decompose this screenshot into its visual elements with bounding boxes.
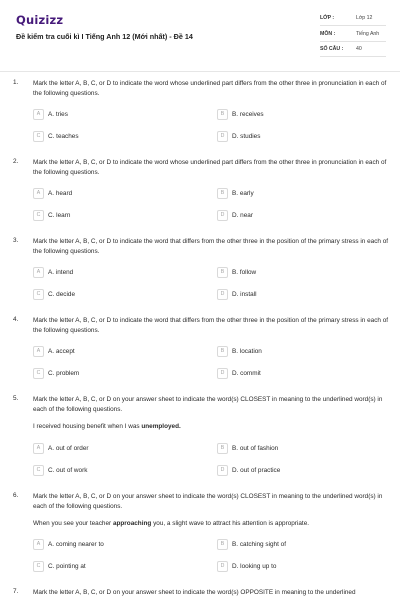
question-text: Mark the letter A, B, C, or D on your answer sheet to indicate the word(s) CLOSEST in meaning to the underlined word(s) in each of the following questions. <box>33 396 383 413</box>
option-letter-box: D <box>217 465 228 476</box>
underlined-word: unemployed. <box>141 423 181 430</box>
question-number: 3. <box>13 237 19 244</box>
option-letter-box: D <box>217 561 228 572</box>
option-letter-box: C <box>33 131 44 142</box>
option-text: A. coming nearer to <box>48 541 104 548</box>
option-letter-box: B <box>217 346 228 357</box>
underlined-word: approaching <box>112 520 152 527</box>
sentence-text: I received housing benefit when I was <box>33 423 142 430</box>
option-text: C. pointing at <box>48 563 86 570</box>
option-text: A. tries <box>48 111 68 118</box>
meta-class-row <box>320 13 386 26</box>
option-letter-box: B <box>217 109 228 120</box>
option-text: C. out of work <box>48 467 88 474</box>
option-text: B. catching sight of <box>232 541 286 548</box>
document-title: Đề kiểm tra cuối kì I Tiếng Anh 12 (Mới nhất) - Đề 14 <box>16 32 193 41</box>
option-text: B. early <box>232 190 254 197</box>
option-text: D. studies <box>232 133 261 140</box>
option-letter-box: B <box>217 267 228 278</box>
quizizz-logo: Quizizz <box>16 13 64 27</box>
option-text: C. learn <box>48 212 71 219</box>
option-text: D. looking up to <box>232 563 277 570</box>
meta-subject-key: MÔN : <box>320 31 336 37</box>
meta-subject-row <box>320 29 386 42</box>
question-number: 7. <box>13 588 19 595</box>
meta-subject-value: Tiếng Anh <box>356 31 380 37</box>
option-letter-box: D <box>217 131 228 142</box>
option-letter-box: C <box>33 561 44 572</box>
option-letter-box: A <box>33 443 44 454</box>
sentence-text: When you see your teacher <box>33 520 113 527</box>
option-letter-box: C <box>33 465 44 476</box>
question-text: Mark the letter A, B, C, or D on your answer sheet to indicate the word(s) CLOSEST in meaning to the underlined word(s) in each of the following questions. <box>33 493 383 510</box>
option-text: B. location <box>232 348 262 355</box>
option-text: C. problem <box>48 370 80 377</box>
meta-count-row <box>320 44 386 57</box>
question-text: Mark the letter A, B, C, or D to indicate the word that differs from the other three in the position of the primary stress in each of the following questions. <box>33 238 389 255</box>
option-letter-box: D <box>217 210 228 221</box>
option-text: B. receives <box>232 111 264 118</box>
question-text: Mark the letter A, B, C, or D to indicate the word whose underlined part differs from the other three in pronunciation in each of the following questions. <box>33 159 387 176</box>
option-letter-box: D <box>217 289 228 300</box>
option-letter-box: B <box>217 539 228 550</box>
option-letter-box: A <box>33 267 44 278</box>
option-letter-box: C <box>33 368 44 379</box>
option-text: D. install <box>232 291 257 298</box>
option-text: A. out of order <box>48 445 89 452</box>
question-number: 5. <box>13 395 19 402</box>
option-letter-box: D <box>217 368 228 379</box>
question-sentence <box>33 520 309 527</box>
meta-class-value: Lớp 12 <box>356 15 373 21</box>
header-divider <box>0 71 400 72</box>
page-header <box>0 0 400 68</box>
option-text: D. out of practice <box>232 467 281 474</box>
option-letter-box: A <box>33 539 44 550</box>
option-letter-box: C <box>33 289 44 300</box>
question-text: Mark the letter A, B, C, or D to indicate the word that differs from the other three in the position of the primary stress in each of the following questions. <box>33 317 389 334</box>
option-letter-box: B <box>217 188 228 199</box>
question-number: 6. <box>13 492 19 499</box>
option-letter-box: A <box>33 109 44 120</box>
option-text: B. follow <box>232 269 257 276</box>
option-letter-box: A <box>33 188 44 199</box>
meta-count-key: SỐ CÂU : <box>320 46 344 52</box>
option-text: A. intend <box>48 269 74 276</box>
question-number: 4. <box>13 316 19 323</box>
question-sentence <box>33 423 181 430</box>
option-text: B. out of fashion <box>232 445 279 452</box>
option-text: A. heard <box>48 190 73 197</box>
option-text: D. commit <box>232 370 261 377</box>
question-text: Mark the letter A, B, C, or D to indicate the word whose underlined part differs from the other three in pronunciation in each of the following questions. <box>33 80 387 97</box>
option-text: C. teaches <box>48 133 79 140</box>
question-number: 2. <box>13 158 19 165</box>
question-text: Mark the letter A, B, C, or D on your answer sheet to indicate the word(s) OPPOSITE in meaning to the underlined <box>33 589 356 596</box>
meta-class-key: LỚP : <box>320 15 335 21</box>
option-letter-box: A <box>33 346 44 357</box>
option-text: A. accept <box>48 348 75 355</box>
option-letter-box: B <box>217 443 228 454</box>
option-text: D. near <box>232 212 253 219</box>
option-letter-box: C <box>33 210 44 221</box>
question-number: 1. <box>13 79 19 86</box>
meta-count-value: 40 <box>356 46 362 52</box>
option-text: C. decide <box>48 291 75 298</box>
sentence-text: you, a slight wave to attract his attention is appropriate. <box>151 520 310 527</box>
